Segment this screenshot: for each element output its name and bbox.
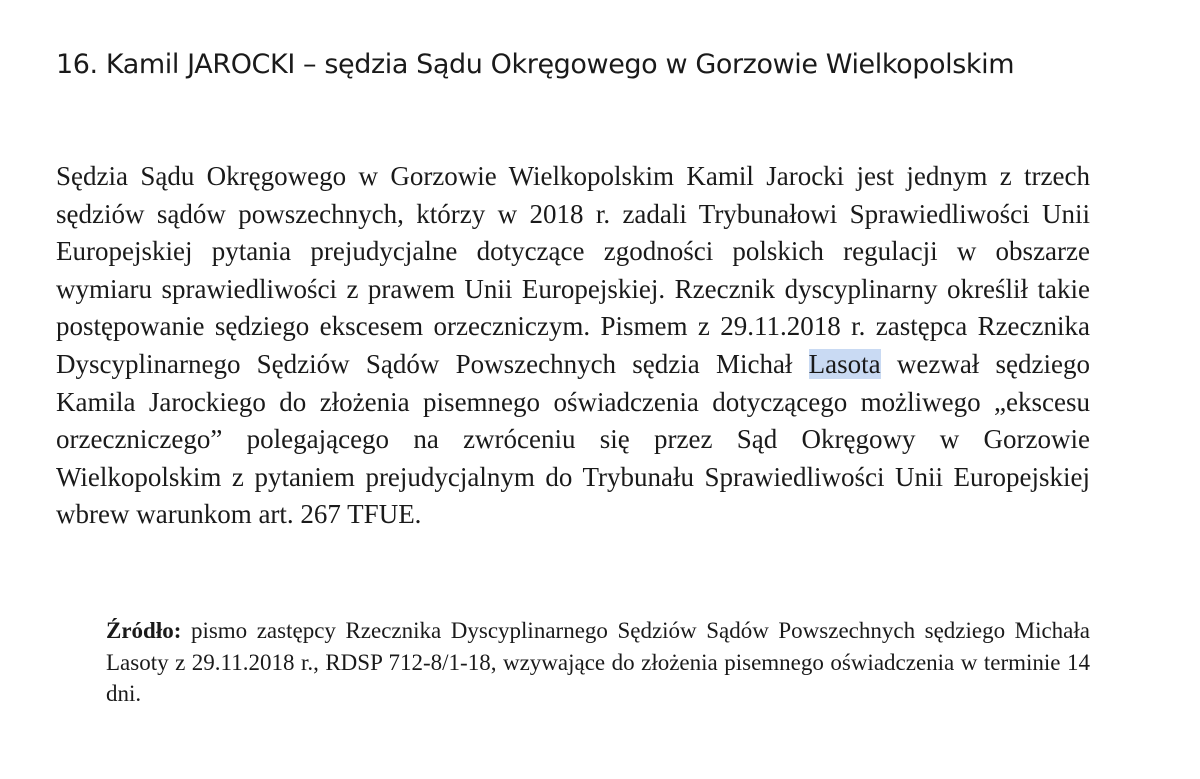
section-heading: 16. Kamil JAROCKI – sędzia Sądu Okręgowego w Gorzowie Wielkopolskim bbox=[56, 49, 1015, 80]
paragraph-text-after: wezwał sędziego Kamila Jarockiego do złożenia pisemnego oświadczenia dotyczącego możliwego „ekscesu orzeczniczego” polegającego na zwróceniu się przez Sąd Okręgowy w Gorzowie Wielkopolskim z pytaniem prejudycjalnym do Trybunału Sprawiedliwości Unii Europejskiej wbrew warunkom art. 267 TFUE. bbox=[56, 348, 1090, 530]
main-paragraph bbox=[56, 158, 1090, 534]
source-note bbox=[106, 615, 1090, 710]
selected-word-highlight[interactable]: Lasota bbox=[808, 348, 881, 379]
paragraph-text-before: Sędzia Sądu Okręgowego w Gorzowie Wielkopolskim Kamil Jarocki jest jednym z trzech sędziów sądów powszechnych, którzy w 2018 r. zadali Trybunałowi Sprawiedliwości Unii Europejskiej pytania prejudycjalne dotyczące zgodności polskich regulacji w obszarze wymiaru sprawiedliwości z prawem Unii Europejskiej. Rzecznik dyscyplinarny określił takie postępowanie sędziego ekscesem orzeczniczym. Pismem z 29.11.2018 r. zastępca Rzecznika Dyscyplinarnego Sędziów Sądów Powszechnych sędzia Michał bbox=[56, 161, 1090, 379]
source-text: pismo zastępcy Rzecznika Dyscyplinarnego Sędziów Sądów Powszechnych sędziego Michała Lasoty z 29.11.2018 r., RDSP 712-8/1-18, wzywające do złożenia pisemnego oświadczenia w terminie 14 dni. bbox=[106, 618, 1090, 706]
source-label: Źródło: bbox=[106, 618, 182, 643]
